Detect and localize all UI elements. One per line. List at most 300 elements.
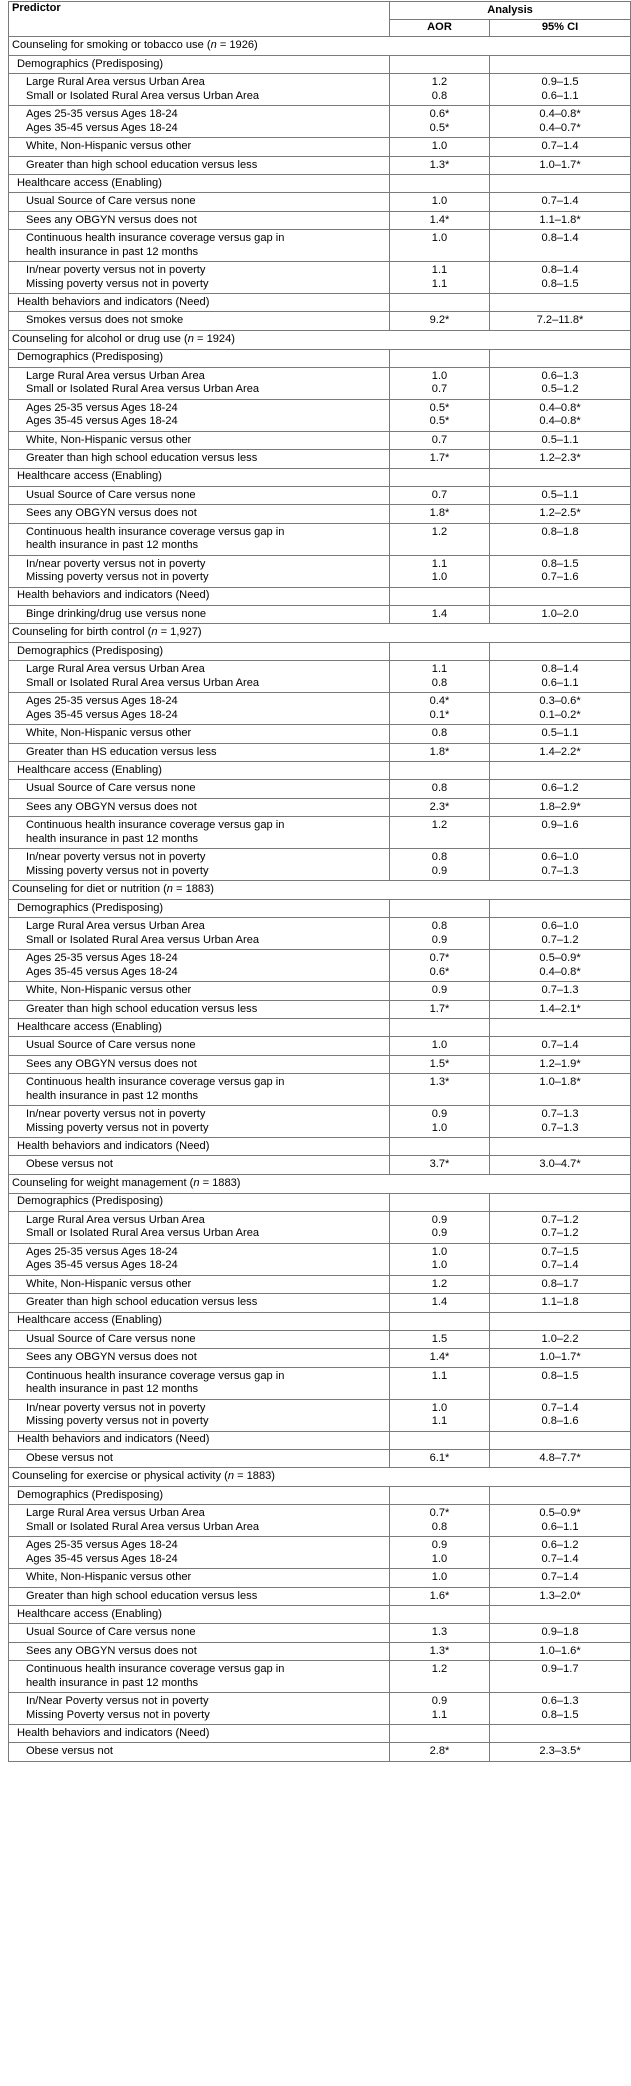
table-row — [9, 505, 631, 524]
ci-value: 0.7–1.4 — [541, 1039, 579, 1051]
predictor-text: Ages 35-45 versus Ages 18-24 — [26, 415, 178, 427]
aor-cell — [390, 780, 490, 799]
ci-value: 0.9–1.6 — [541, 819, 579, 831]
aor-cell — [390, 1505, 490, 1537]
aor-value: 1.8* — [429, 745, 450, 758]
empty-cell — [390, 1193, 490, 1211]
group-row — [9, 468, 631, 486]
aor-cell — [390, 693, 490, 725]
ci-value: 0.8–1.5 — [541, 1708, 579, 1721]
predictor-text: Sees any OBGYN versus does not — [26, 1351, 197, 1363]
aor-cell — [390, 1537, 490, 1569]
aor-results-table — [8, 1, 631, 1762]
table-row — [9, 1537, 631, 1569]
table-row — [9, 1055, 631, 1074]
ci-cell — [490, 817, 631, 849]
aor-value: 1.0 — [431, 1039, 448, 1051]
table-row — [9, 918, 631, 950]
ci-value: 0.6–1.1 — [541, 676, 579, 689]
predictor-text: Greater than high school education versus less — [26, 1002, 258, 1015]
empty-cell — [490, 175, 631, 193]
aor-cell — [390, 1743, 490, 1762]
aor-value: 0.8 — [431, 89, 448, 102]
aor-cell — [390, 193, 490, 212]
predictor-text: Usual Source of Care versus none — [26, 1332, 196, 1345]
table-row — [9, 193, 631, 212]
aor-value: 0.9 — [431, 1227, 448, 1239]
aor-value — [390, 1383, 489, 1397]
ci-value — [490, 246, 630, 260]
empty-cell — [490, 1606, 631, 1624]
empty-cell — [490, 587, 631, 605]
aor-value: 1.5* — [429, 1057, 450, 1070]
predictor-text: health insurance in past 12 months — [26, 245, 199, 258]
ci-cell — [490, 1587, 631, 1606]
aor-value: 1.0 — [431, 571, 448, 583]
ci-header: 95% CI — [490, 20, 631, 37]
group-label: Demographics (Predisposing) — [9, 1193, 390, 1211]
ci-cell — [490, 193, 631, 212]
aor-cell — [390, 918, 490, 950]
predictor-text: Ages 25-35 versus Ages 18-24 — [26, 952, 178, 964]
aor-value: 2.8* — [429, 1745, 450, 1757]
aor-value: 0.5* — [429, 415, 450, 427]
group-label: Demographics (Predisposing) — [9, 900, 390, 918]
group-row — [9, 1606, 631, 1624]
aor-value: 1.1 — [431, 1708, 448, 1721]
ci-value — [490, 1090, 630, 1104]
group-label: Healthcare access (Enabling) — [9, 1019, 390, 1037]
aor-value: 0.9 — [431, 1539, 448, 1551]
aor-value: 1.4 — [431, 1296, 448, 1308]
predictor-text: Small or Isolated Rural Area versus Urban Area — [26, 676, 260, 689]
predictor-text: Small or Isolated Rural Area versus Urban Area — [26, 89, 260, 102]
aor-value: 0.8 — [431, 851, 448, 863]
ci-cell — [490, 1505, 631, 1537]
aor-value: 0.7 — [431, 488, 448, 501]
ci-value: 1.0–1.7* — [539, 1351, 581, 1363]
ci-value: 0.6–1.0 — [541, 851, 579, 863]
predictor-text: Ages 35-45 versus Ages 18-24 — [26, 965, 178, 978]
table-row — [9, 230, 631, 262]
aor-cell — [390, 1211, 490, 1243]
predictor-text: White, Non-Hispanic versus other — [26, 1277, 192, 1290]
section-title — [9, 1174, 631, 1193]
predictor-text: White, Non-Hispanic versus other — [26, 1571, 192, 1583]
empty-cell — [490, 900, 631, 918]
aor-cell — [390, 1349, 490, 1368]
ci-value: 1.1–1.8* — [539, 213, 581, 226]
predictor-cell — [9, 138, 390, 157]
aor-value: 0.9 — [431, 984, 448, 996]
group-label: Demographics (Predisposing) — [9, 349, 390, 367]
ci-cell — [490, 1661, 631, 1693]
table-row — [9, 156, 631, 175]
predictor-cell — [9, 156, 390, 175]
empty-cell — [390, 587, 490, 605]
predictor-text: Small or Isolated Rural Area versus Urban Area — [26, 1520, 260, 1533]
aor-value: 0.4* — [429, 695, 450, 707]
aor-value: 0.8 — [431, 920, 448, 932]
table-body — [9, 37, 631, 1762]
aor-cell — [390, 1156, 490, 1175]
aor-cell — [390, 211, 490, 230]
aor-value: 1.1 — [431, 277, 448, 290]
table-row — [9, 1624, 631, 1643]
table-row — [9, 743, 631, 762]
empty-cell — [390, 175, 490, 193]
table-row — [9, 661, 631, 693]
ci-value: 0.7–1.4 — [541, 1552, 579, 1565]
sample-size-value: = 1883) — [233, 1470, 276, 1483]
aor-value: 1.1 — [431, 264, 448, 276]
empty-cell — [390, 56, 490, 74]
empty-cell — [490, 56, 631, 74]
table-row — [9, 1449, 631, 1468]
empty-cell — [490, 643, 631, 661]
aor-cell — [390, 1000, 490, 1019]
aor-value — [390, 833, 489, 847]
ci-value: 0.6–1.2 — [541, 1539, 579, 1551]
predictor-cell — [9, 555, 390, 587]
ci-cell — [490, 1243, 631, 1275]
predictor-cell — [9, 1106, 390, 1138]
predictor-text: Missing poverty versus not in poverty — [26, 1415, 209, 1427]
predictor-text: Binge drinking/drug use versus none — [26, 607, 207, 620]
predictor-text: Small or Isolated Rural Area versus Urban Area — [26, 383, 260, 395]
group-row — [9, 1431, 631, 1449]
aor-cell — [390, 262, 490, 294]
aor-cell — [390, 555, 490, 587]
predictor-text: Large Rural Area versus Urban Area — [26, 920, 205, 932]
aor-value: 0.8 — [431, 727, 448, 739]
predictor-text: Large Rural Area versus Urban Area — [26, 663, 205, 675]
ci-cell — [490, 1037, 631, 1056]
ci-value: 0.5–1.1 — [541, 727, 579, 739]
predictor-cell — [9, 918, 390, 950]
predictor-cell — [9, 1587, 390, 1606]
table-row — [9, 138, 631, 157]
empty-cell — [390, 643, 490, 661]
aor-cell — [390, 431, 490, 450]
aor-cell — [390, 1330, 490, 1349]
table-row — [9, 1211, 631, 1243]
predictor-cell — [9, 605, 390, 624]
aor-value: 1.0 — [431, 140, 448, 152]
ci-value: 1.1–1.8 — [541, 1296, 579, 1308]
aor-cell — [390, 138, 490, 157]
predictor-text: Ages 35-45 versus Ages 18-24 — [26, 708, 178, 721]
predictor-text: Greater than HS education versus less — [26, 745, 217, 758]
group-label: Health behaviors and indicators (Need) — [9, 1725, 390, 1743]
aor-cell — [390, 1037, 490, 1056]
predictor-cell — [9, 725, 390, 744]
ci-cell — [490, 725, 631, 744]
predictor-cell — [9, 399, 390, 431]
ci-cell — [490, 1275, 631, 1294]
empty-cell — [490, 294, 631, 312]
section-title — [9, 330, 631, 349]
aor-cell — [390, 74, 490, 106]
aor-value: 1.3 — [431, 1626, 448, 1638]
ci-value: 0.9–1.5 — [541, 76, 579, 88]
ci-value: 1.4–2.1* — [539, 1002, 581, 1015]
aor-value: 1.3* — [429, 1076, 450, 1088]
predictor-text: Continuous health insurance coverage versus gap in — [26, 819, 285, 831]
table-row — [9, 1569, 631, 1588]
ci-cell — [490, 211, 631, 230]
ci-value: 0.7–1.3 — [541, 864, 579, 877]
aor-cell — [390, 106, 490, 138]
ci-value: 0.9–1.8 — [541, 1626, 579, 1638]
ci-value: 1.2–1.9* — [539, 1057, 581, 1070]
predictor-text: Obese versus not — [26, 1158, 113, 1170]
group-label: Healthcare access (Enabling) — [9, 762, 390, 780]
predictor-cell — [9, 1505, 390, 1537]
aor-value: 1.0 — [431, 1552, 448, 1565]
aor-value: 0.8 — [431, 1520, 448, 1533]
predictor-text: Ages 35-45 versus Ages 18-24 — [26, 1259, 178, 1271]
empty-cell — [390, 900, 490, 918]
ci-value: 0.8–1.5 — [541, 277, 579, 290]
ci-value: 0.4–0.8* — [539, 401, 581, 414]
ci-cell — [490, 230, 631, 262]
table-row — [9, 211, 631, 230]
ci-value: 0.8–1.5 — [541, 557, 579, 570]
ci-value: 0.8–1.7 — [541, 1277, 579, 1290]
empty-cell — [490, 1312, 631, 1330]
predictor-cell — [9, 780, 390, 799]
aor-value: 0.5* — [429, 121, 450, 134]
ci-value: 0.4–0.7* — [539, 121, 581, 134]
aor-cell — [390, 156, 490, 175]
ci-cell — [490, 1367, 631, 1399]
ci-cell — [490, 1055, 631, 1074]
predictor-cell — [9, 505, 390, 524]
ci-cell — [490, 1106, 631, 1138]
table-row — [9, 1037, 631, 1056]
ci-value: 3.0–4.7* — [539, 1158, 581, 1170]
aor-value: 0.7* — [429, 952, 450, 964]
aor-cell — [390, 486, 490, 505]
table-row — [9, 817, 631, 849]
ci-value: 1.4–2.2* — [539, 745, 581, 758]
sample-size-label: n — [210, 39, 217, 52]
sample-size-label: n — [151, 626, 158, 639]
ci-cell — [490, 505, 631, 524]
group-label: Demographics (Predisposing) — [9, 643, 390, 661]
aor-cell — [390, 982, 490, 1001]
section-title — [9, 1468, 631, 1487]
predictor-text: Missing poverty versus not in poverty — [26, 571, 209, 583]
group-label: Health behaviors and indicators (Need) — [9, 294, 390, 312]
table-row — [9, 1243, 631, 1275]
group-row — [9, 643, 631, 661]
section-title-text: Counseling for alcohol or drug use ( — [12, 332, 188, 345]
ci-cell — [490, 486, 631, 505]
ci-value: 1.0–1.7* — [539, 158, 581, 171]
section-row — [9, 624, 631, 643]
group-label: Healthcare access (Enabling) — [9, 175, 390, 193]
ci-cell — [490, 1349, 631, 1368]
table-row — [9, 1587, 631, 1606]
aor-value — [390, 1090, 489, 1104]
aor-value: 1.0 — [431, 195, 448, 207]
group-label: Health behaviors and indicators (Need) — [9, 1138, 390, 1156]
aor-cell — [390, 743, 490, 762]
aor-value: 3.7* — [429, 1158, 450, 1170]
predictor-cell — [9, 798, 390, 817]
predictor-text: Usual Source of Care versus none — [26, 488, 196, 501]
aor-value: 1.1 — [431, 1369, 448, 1382]
aor-value: 0.7 — [431, 383, 448, 395]
ci-cell — [490, 523, 631, 555]
predictor-text: In/near poverty versus not in poverty — [26, 1401, 206, 1414]
empty-cell — [490, 1725, 631, 1743]
group-label: Healthcare access (Enabling) — [9, 468, 390, 486]
ci-value: 0.7–1.2 — [541, 1213, 579, 1226]
ci-cell — [490, 1074, 631, 1106]
ci-value: 0.3–0.6* — [539, 695, 581, 707]
aor-value: 1.0 — [431, 232, 448, 244]
group-row — [9, 1725, 631, 1743]
aor-cell — [390, 849, 490, 881]
ci-value: 0.8–1.4 — [541, 663, 579, 675]
predictor-cell — [9, 1642, 390, 1661]
ci-value — [490, 539, 630, 553]
aor-value: 1.2 — [431, 76, 448, 88]
sample-size-value: = 1926) — [216, 39, 258, 52]
ci-cell — [490, 918, 631, 950]
predictor-cell — [9, 693, 390, 725]
predictor-text: In/Near Poverty versus not in poverty — [26, 1695, 209, 1707]
ci-value: 1.8–2.9* — [539, 800, 581, 813]
table-row — [9, 312, 631, 331]
predictor-cell — [9, 1537, 390, 1569]
empty-cell — [390, 1312, 490, 1330]
sample-size-value: = 1883) — [199, 1176, 241, 1189]
ci-cell — [490, 555, 631, 587]
aor-cell — [390, 399, 490, 431]
predictor-cell — [9, 106, 390, 138]
predictor-text: Greater than high school education versus less — [26, 1296, 258, 1308]
table-row — [9, 262, 631, 294]
predictor-text: Obese versus not — [26, 1745, 113, 1757]
predictor-text: Usual Source of Care versus none — [26, 1039, 196, 1051]
aor-value: 1.4* — [429, 213, 450, 226]
predictor-text: In/near poverty versus not in poverty — [26, 1108, 206, 1120]
ci-cell — [490, 450, 631, 469]
table-row — [9, 1275, 631, 1294]
ci-value: 0.7–1.4 — [541, 195, 579, 207]
ci-cell — [490, 780, 631, 799]
predictor-text: White, Non-Hispanic versus other — [26, 433, 192, 446]
predictor-cell — [9, 1569, 390, 1588]
ci-value: 0.8–1.8 — [541, 525, 579, 538]
predictor-cell — [9, 661, 390, 693]
aor-value: 1.2 — [431, 525, 448, 538]
aor-value: 6.1* — [429, 1451, 450, 1464]
predictor-text: Usual Source of Care versus none — [26, 1626, 196, 1638]
aor-value: 1.0 — [431, 1259, 448, 1271]
aor-value: 1.0 — [431, 1121, 448, 1134]
aor-value: 1.2 — [431, 819, 448, 831]
aor-cell — [390, 1106, 490, 1138]
aor-value: 1.5 — [431, 1332, 448, 1345]
group-row — [9, 294, 631, 312]
aor-value: 1.8* — [429, 507, 450, 519]
sample-size-label: n — [187, 332, 194, 345]
predictor-cell — [9, 431, 390, 450]
empty-cell — [490, 468, 631, 486]
aor-value: 1.1 — [431, 557, 448, 570]
analysis-header: Analysis — [390, 2, 631, 20]
predictor-text: Large Rural Area versus Urban Area — [26, 1213, 205, 1226]
group-label: Health behaviors and indicators (Need) — [9, 1431, 390, 1449]
table-row — [9, 725, 631, 744]
ci-cell — [490, 1624, 631, 1643]
aor-cell — [390, 367, 490, 399]
predictor-cell — [9, 1156, 390, 1175]
section-title — [9, 37, 631, 56]
table-row — [9, 849, 631, 881]
ci-value: 0.6–1.1 — [541, 1520, 579, 1533]
predictor-text: Ages 25-35 versus Ages 18-24 — [26, 1245, 178, 1258]
predictor-cell — [9, 1330, 390, 1349]
ci-cell — [490, 1211, 631, 1243]
ci-cell — [490, 950, 631, 982]
ci-cell — [490, 1449, 631, 1468]
ci-value: 0.7–1.3 — [541, 984, 579, 996]
aor-cell — [390, 1449, 490, 1468]
predictor-text: Missing Poverty versus not in poverty — [26, 1708, 210, 1721]
empty-cell — [390, 1606, 490, 1624]
table-row — [9, 1156, 631, 1175]
aor-cell — [390, 450, 490, 469]
predictor-text: Usual Source of Care versus none — [26, 195, 196, 207]
predictor-cell — [9, 230, 390, 262]
predictor-cell — [9, 1349, 390, 1368]
table-row — [9, 1349, 631, 1368]
aor-cell — [390, 817, 490, 849]
table-row — [9, 982, 631, 1001]
sample-size-value: = 1,927) — [157, 626, 202, 639]
aor-cell — [390, 1569, 490, 1588]
ci-value: 4.8–7.7* — [539, 1451, 581, 1464]
predictor-cell — [9, 486, 390, 505]
group-label: Healthcare access (Enabling) — [9, 1606, 390, 1624]
predictor-cell — [9, 982, 390, 1001]
ci-cell — [490, 743, 631, 762]
aor-cell — [390, 230, 490, 262]
group-row — [9, 1487, 631, 1505]
predictor-cell — [9, 1243, 390, 1275]
aor-cell — [390, 950, 490, 982]
section-row — [9, 1468, 631, 1487]
group-row — [9, 349, 631, 367]
ci-value — [490, 1677, 630, 1691]
ci-cell — [490, 605, 631, 624]
predictor-text: Sees any OBGYN versus does not — [26, 1644, 197, 1657]
aor-value: 0.9 — [431, 933, 448, 946]
predictor-text: In/near poverty versus not in poverty — [26, 851, 206, 863]
aor-value: 0.5* — [429, 401, 450, 414]
empty-cell — [490, 1431, 631, 1449]
table-row — [9, 1399, 631, 1431]
empty-cell — [490, 762, 631, 780]
table-row — [9, 523, 631, 555]
table-row — [9, 1106, 631, 1138]
